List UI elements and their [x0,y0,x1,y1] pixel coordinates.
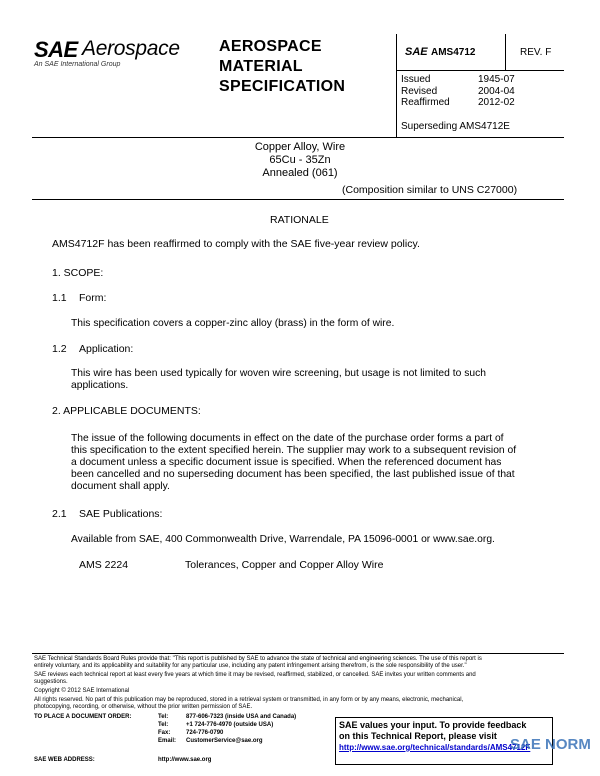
doc-type-line-3: SPECIFICATION [219,78,346,95]
footer-rule [32,653,564,654]
footer-review-line-2: suggestions. [34,679,68,685]
contact-label-tel-1: Tel: [158,714,169,720]
footer-rules-line-1: SAE Technical Standards Board Rules provide that: "This report is published by SAE to advance the state of technical and engineering sciences. The use of this report is [34,656,482,662]
contact-tel-2: +1 724-776-4970 (outside USA) [186,722,274,728]
section-2-1-number: 2.1 [52,508,67,520]
section-1-1-text: This specification covers a copper-zinc alloy (brass) in the form of wire. [71,318,395,329]
sae-mark: SAE [405,46,428,58]
footer-rights-line-2: photocopying, recording, or otherwise, without the prior written permission of SAE. [34,704,253,710]
subject-line-1: Copper Alloy, Wire [254,141,346,153]
section-2-text-line-3: a document unless a specific document issue is specified. When the referenced document has [71,457,502,468]
revised-date: 2004-04 [478,86,515,97]
footer-rights-line-1: All rights reserved. No part of this publication may be reproduced, stored in a retrieval system or transmitted, in any form or by any means, electronic, mechanical, [34,697,464,703]
section-1-2-number: 1.2 [52,343,67,355]
feedback-line-2: on this Technical Report, please visit [339,731,497,741]
section-2-text-line-1: The issue of the following documents in effect on the date of the purchase order forms a part of [71,433,504,444]
footer-copyright: Copyright © 2012 SAE International [34,688,130,694]
subject-line-3: Annealed (061) [262,167,338,179]
footer-rules-line-2: entirely voluntary, and its applicability and suitability for any particular use, including any patent infringement arising therefrom, is the sole responsibility of the user." [34,663,467,669]
web-label: SAE WEB ADDRESS: [34,757,95,763]
subject-line-2: 65Cu - 35Zn [269,154,331,166]
section-1-1-number: 1.1 [52,292,67,304]
section-1-1-title: Form: [79,292,107,304]
composition-note: (Composition similar to UNS C27000) [342,184,518,196]
feedback-line-1: SAE values your input. To provide feedback [339,720,527,730]
reaffirmed-date: 2012-02 [478,97,515,108]
section-2-text-line-5: document shall apply. [71,481,170,492]
issued-label: Issued [401,74,431,85]
doc-type-line-1: AEROSPACE [219,38,322,55]
aerospace-logo-text: Aerospace [82,37,180,60]
spec-number: AMS4712 [431,47,476,58]
section-2-1-title: SAE Publications: [79,508,163,520]
section-1-heading: 1. SCOPE: [52,267,104,279]
reference-document-number: AMS 2224 [79,559,129,571]
reaffirmed-label: Reaffirmed [401,97,450,108]
contact-tel-1: 877-606-7323 (inside USA and Canada) [186,714,297,720]
web-address[interactable]: http://www.sae.org [158,757,212,763]
section-2-text-line-4: been cancelled and no superseding document has been specified, the last published issue of that [71,469,515,480]
contact-label-email: Email: [158,738,177,744]
contact-label-fax: Fax: [158,730,171,736]
header-divider [396,34,397,137]
rationale-text: AMS4712F has been reaffirmed to comply with the SAE five-year review policy. [52,238,420,250]
sae-logo: SAE [34,37,78,62]
rev-divider [505,34,506,70]
header-bottom-rule [32,137,564,138]
issued-date: 1945-07 [478,74,515,85]
contact-email: CustomerService@sae.org [186,738,263,744]
subject-bottom-rule [32,199,564,200]
section-2-1-text: Available from SAE, 400 Commonwealth Drive, Warrendale, PA 15096-0001 or www.sae.org. [71,534,495,545]
revised-label: Revised [401,86,438,97]
header-rule [396,70,564,71]
contact-fax: 724-776-0790 [186,730,224,736]
revision: REV. F [520,47,552,58]
doc-type-line-2: MATERIAL [219,58,303,75]
footer-review-line-1: SAE reviews each technical report at least every five years at which time it may be revised, reaffirmed, stabilized, or cancelled. SAE invites your written comments and [34,672,476,678]
watermark-logo: SAE NORM [510,736,591,753]
reference-document-title: Tolerances, Copper and Copper Alloy Wire [185,559,384,571]
section-2-heading: 2. APPLICABLE DOCUMENTS: [52,405,201,417]
section-1-2-text-line-2: applications. [71,380,129,391]
order-label: TO PLACE A DOCUMENT ORDER: [34,714,132,720]
section-1-2-text-line-1: This wire has been used typically for woven wire screening, but usage is not limited to such [71,368,486,379]
feedback-link[interactable]: http://www.sae.org/technical/standards/AMS4712F [339,743,531,752]
section-2-text-line-2: this specification to the extent specified herein. The supplier may work to a subsequent revision of [71,445,517,456]
rationale-heading: RATIONALE [270,214,329,226]
section-1-2-title: Application: [79,343,134,355]
contact-label-tel-2: Tel: [158,722,169,728]
logo-tagline: An SAE International Group [34,61,121,68]
superseding: Superseding AMS4712E [401,121,510,132]
